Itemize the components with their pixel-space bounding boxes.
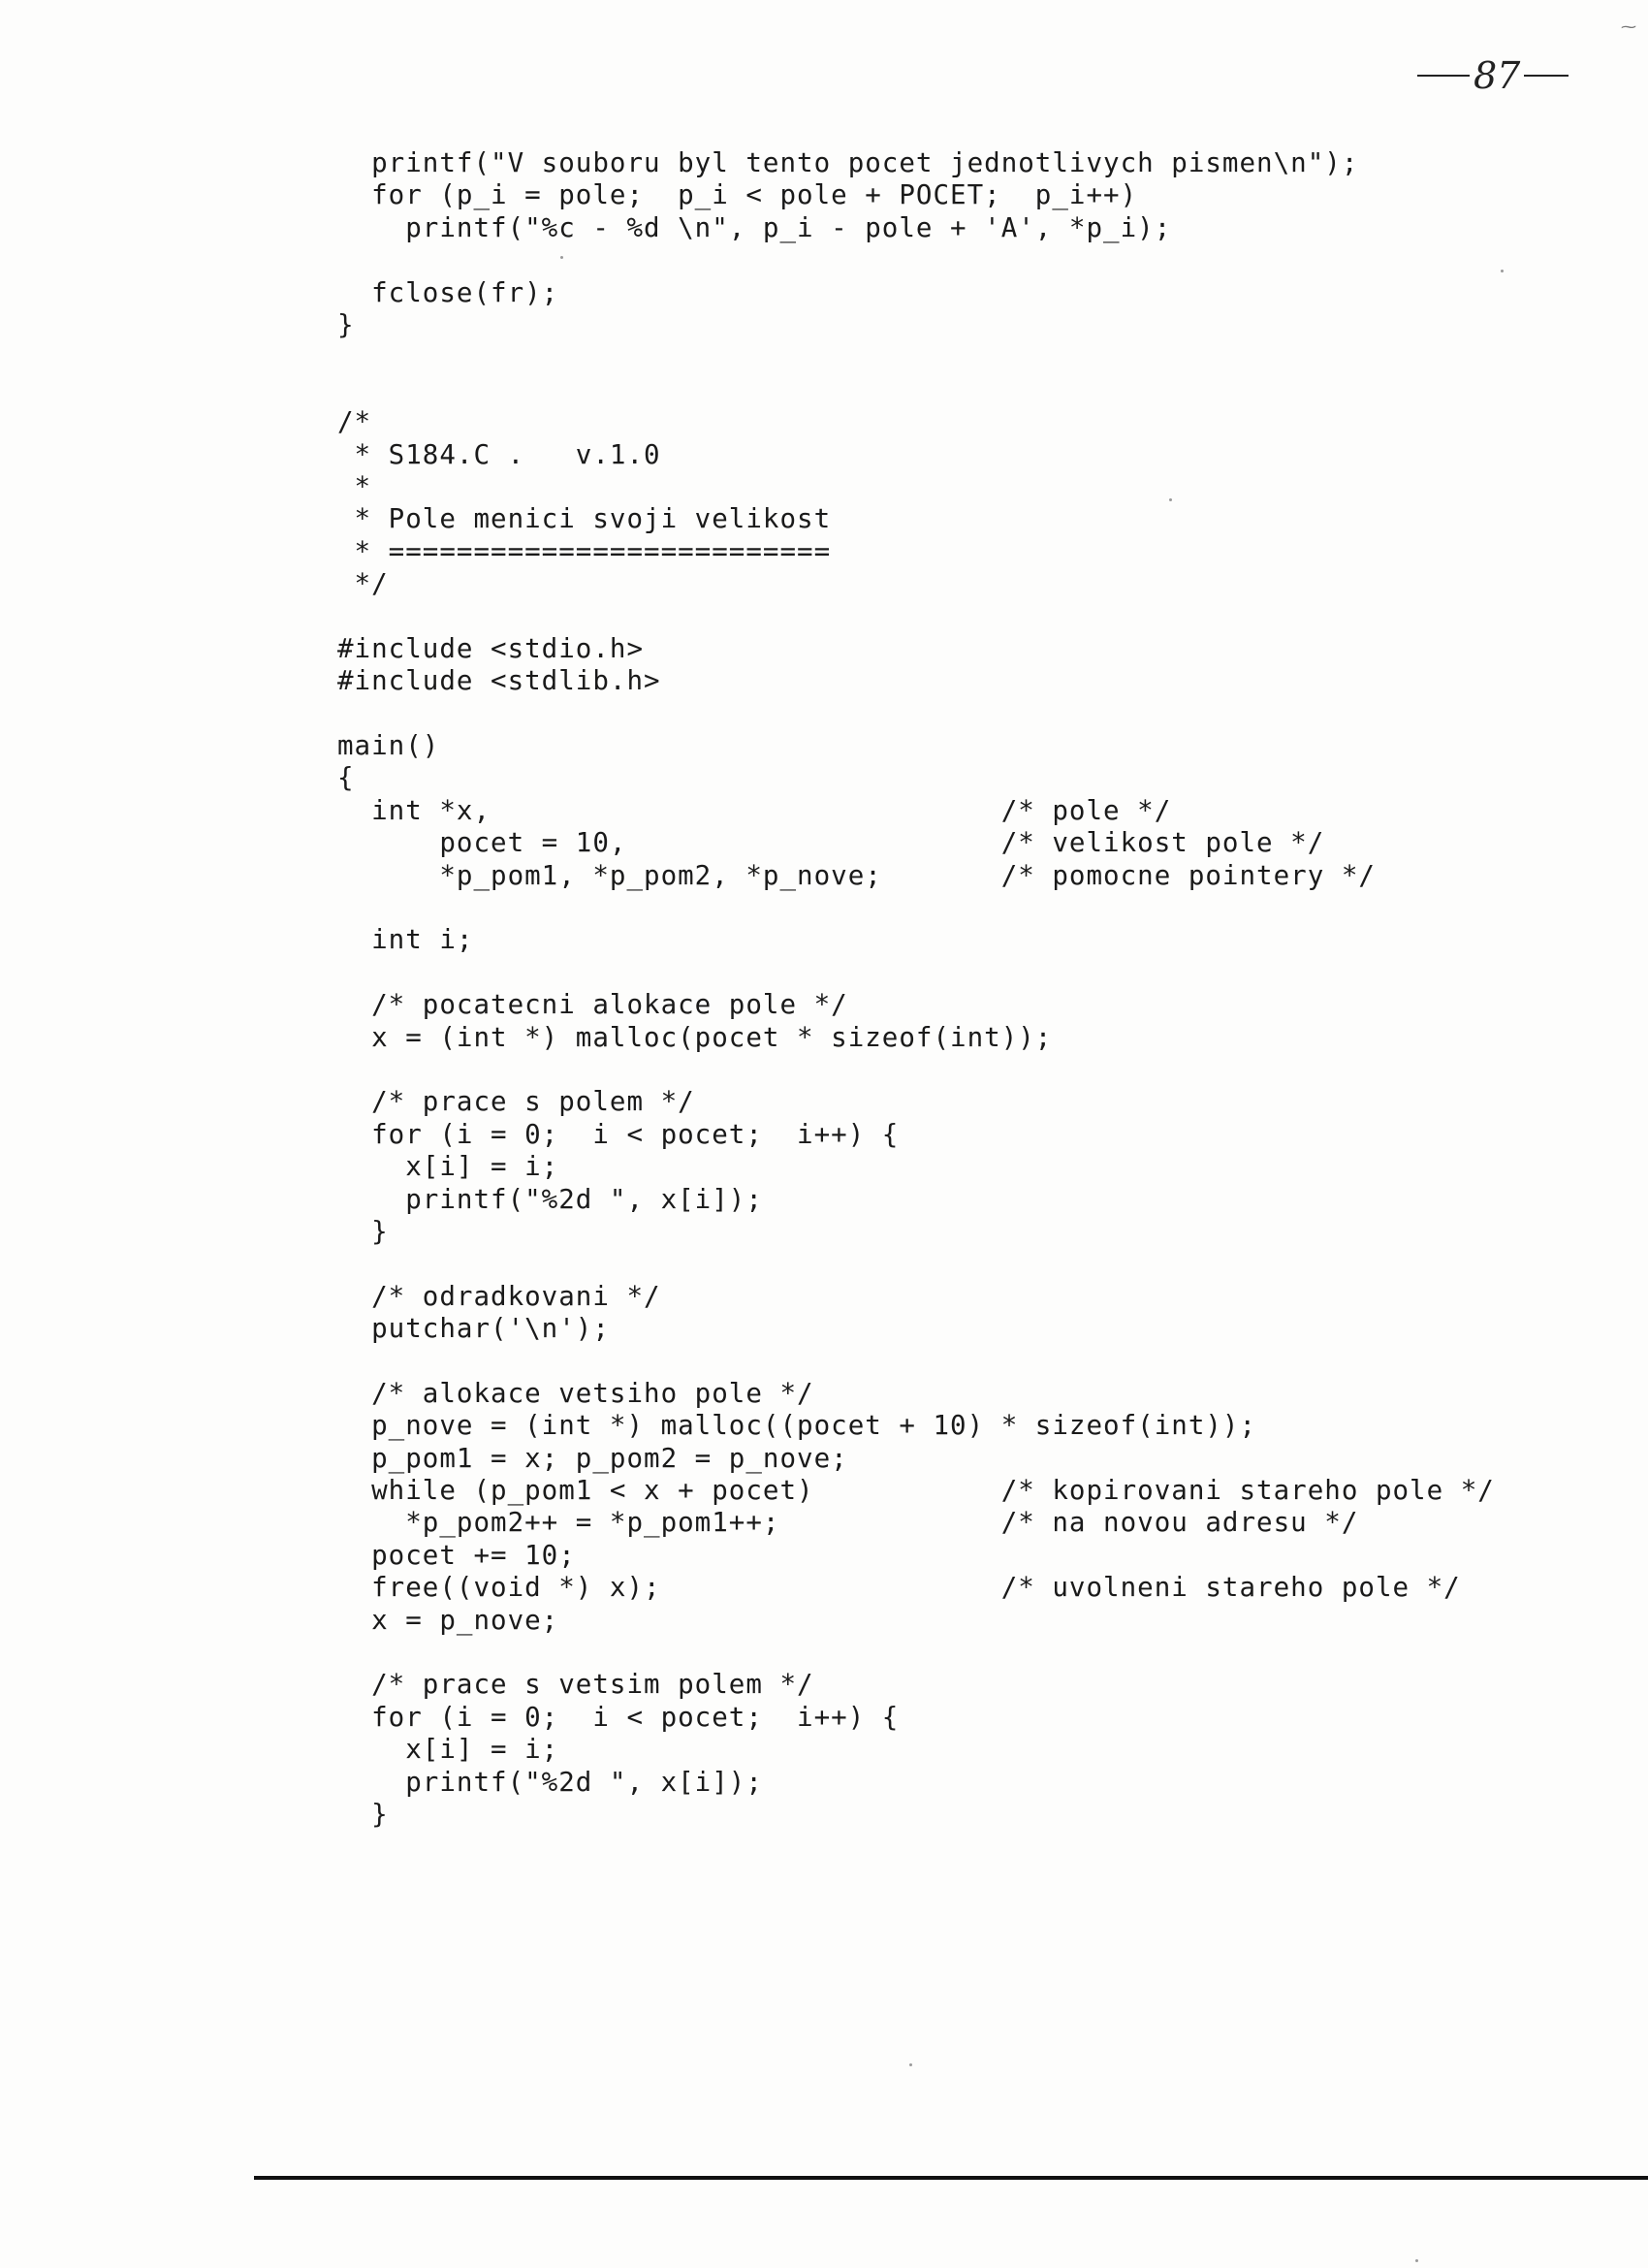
scan-speck — [560, 256, 563, 259]
page-number-value: 87 — [1474, 54, 1521, 97]
code-line: main() — [337, 730, 440, 762]
code-line: *p_pom1, *p_pom2, *p_nove; /* pomocne pointery */ — [337, 859, 1376, 891]
code-line — [337, 892, 1627, 924]
code-line — [337, 244, 1627, 276]
code-line: printf("%2d ", x[i]); — [337, 1183, 763, 1215]
code-line: x = p_nove; — [337, 1604, 559, 1636]
code-line: for (i = 0; i < pocet; i++) { — [337, 1701, 900, 1733]
code-line — [337, 1054, 1627, 1086]
code-line: pocet = 10, /* velikost pole */ — [337, 827, 1325, 859]
code-line: } — [337, 1798, 389, 1830]
code-line: putchar('\n'); — [337, 1313, 610, 1345]
bottom-rule — [254, 2176, 1648, 2180]
code-line: p_nove = (int *) malloc((pocet + 10) * sizeof(int)); — [337, 1410, 1257, 1442]
code-line: int *x, /* pole */ — [337, 794, 1172, 826]
code-line: /* — [337, 406, 372, 438]
code-line: free((void *) x); /* uvolneni stareho pole */ — [337, 1572, 1461, 1604]
code-line: /* alokace vetsiho pole */ — [337, 1377, 814, 1409]
code-line: * Pole menici svoji velikost — [337, 503, 832, 535]
code-line — [337, 1345, 1627, 1377]
scan-speck — [1415, 2259, 1418, 2262]
page-number — [1417, 54, 1592, 97]
code-line: /* odradkovani */ — [337, 1280, 661, 1312]
scan-speck — [1169, 498, 1172, 501]
page-number-dash-right — [1524, 75, 1569, 77]
code-line: x[i] = i; — [337, 1151, 559, 1183]
code-line — [337, 1248, 1627, 1280]
scan-speck — [909, 2063, 912, 2066]
code-line: fclose(fr); — [337, 276, 559, 308]
code-line: */ — [337, 568, 389, 600]
code-line: while (p_pom1 < x + pocet) /* kopirovani stareho pole */ — [337, 1475, 1495, 1507]
code-line — [337, 698, 1627, 730]
code-line: p_pom1 = x; p_pom2 = p_nove; — [337, 1442, 848, 1474]
code-line: x = (int *) malloc(pocet * sizeof(int)); — [337, 1021, 1053, 1053]
code-line: * ========================== — [337, 535, 832, 567]
code-line — [337, 1637, 1627, 1669]
code-line — [337, 957, 1627, 989]
code-line — [337, 341, 1627, 373]
code-line: /* prace s polem */ — [337, 1086, 695, 1118]
code-line: printf("%2d ", x[i]); — [337, 1766, 763, 1798]
code-line: #include <stdio.h> — [337, 632, 645, 664]
code-line: x[i] = i; — [337, 1734, 559, 1766]
code-line: for (i = 0; i < pocet; i++) { — [337, 1118, 900, 1150]
code-line: } — [337, 1215, 389, 1247]
code-line: printf("V souboru byl tento pocet jednotlivych pismen\n"); — [337, 147, 1359, 178]
code-line: /* pocatecni alokace pole */ — [337, 989, 848, 1021]
code-line — [337, 600, 1627, 632]
code-line: /* prace s vetsim polem */ — [337, 1669, 814, 1701]
code-line — [337, 374, 1627, 406]
code-line: printf("%c - %d \n", p_i - pole + 'A', *p_i); — [337, 211, 1172, 243]
code-line: * — [337, 470, 372, 502]
code-line: int i; — [337, 924, 474, 956]
page-number-dash-left — [1417, 75, 1470, 77]
scan-speck — [1501, 270, 1504, 272]
code-listing — [337, 147, 1627, 1831]
code-line: for (p_i = pole; p_i < pole + POCET; p_i++) — [337, 179, 1138, 211]
code-line: pocet += 10; — [337, 1539, 576, 1571]
code-line: { — [337, 762, 355, 794]
code-line: #include <stdlib.h> — [337, 665, 661, 697]
code-line: *p_pom2++ = *p_pom1++; /* na novou adresu */ — [337, 1507, 1359, 1539]
code-line: * S184.C . v.1.0 — [337, 438, 661, 470]
corner-mark-icon: ⁓ — [1621, 17, 1636, 36]
code-line: } — [337, 308, 355, 340]
